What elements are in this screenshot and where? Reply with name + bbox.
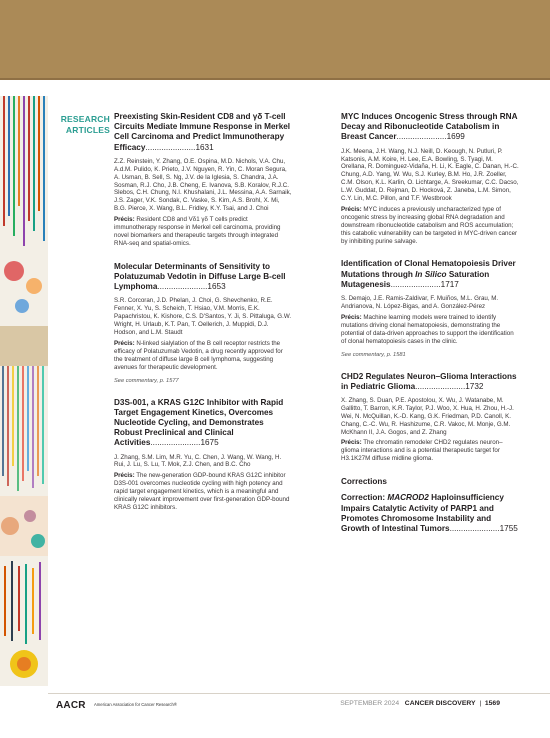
left-column [114,112,292,526]
entry-page-number: 1732 [465,381,484,391]
section-label-research-articles [52,114,110,136]
precis-text: Machine learning models were trained to identify mutations driving clonal hematopoiesis, demonstrating the potential of data-driven approaches to support the identification of clonal hematopoiesis cases in the clinic. [341,313,514,345]
entry-precis [341,439,519,463]
toc-entry[interactable] [114,112,292,248]
section-label-line-1: RESEARCH [60,114,110,124]
precis-label: Précis: [114,216,135,224]
entry-page-number: 1631 [195,142,214,152]
entry-title-text: Molecular Determinants of Sensitivity to Polatuzumab Vedotin in Diffuse Large B-cell Lymphoma [114,261,286,292]
precis-label: Précis: [341,439,362,447]
precis-text: MYC induces a previously uncharacterized type of oncogenic stress by increasing global RNA degradation and downstream ribonucleotide catabolism and ROS accumulation; this catabolic vulnerability can be targeted in MYC-driven cancer by inhibiting purine salvage. [341,205,518,245]
footer-page-number: 1569 [484,700,500,707]
entry-authors: S.R. Corcoran, J.D. Phelan, J. Choi, G. Shevchenko, R.E. Fenner, X. Yu, S. Scheich, T. Hsiao, V.M. Morris, E.K. Papachristou, K. Kishore, C.S. D'Santos, Y. Ji, S. Pittaluga, G.W. Wright, H. Urlaub, K.T. Pan, T. Oellerich, J. Muppidi, D.J. Hodson, and L.M. Staudt [114,297,292,337]
precis-label: Précis: [114,472,135,480]
entry-leader: ...................... [145,142,196,152]
correction-title-italic: MACROD2 [387,493,429,503]
commentary-link[interactable]: See commentary, p. 1577 [114,377,179,384]
entry-precis [341,314,519,346]
footer-month: SEPTEMBER 2024 [340,700,400,707]
right-column [341,112,519,548]
entry-title-text: Preexisting Skin-Resident CD8 and γδ T-cell Circuits Mediate Immune Response in Merkel Cell Carcinoma and Predict Immunotherapy Efficacy [114,112,291,152]
entry-title-text-end: Saturation Mutagenesis [341,269,490,289]
entry-leader: ...................... [390,279,441,289]
entry-page-number: 1653 [207,282,226,292]
precis-text: N-linked sialylation of the B cell receptor restricts the efficacy of Polatuzumab Vedotin, a drug recently approved for the treatment of diffuse large B cell lymphoma, suggesting avenues for therapeutic development. [114,339,283,371]
entry-page-number: 1755 [499,524,518,533]
correction-title-prefix: Correction: [341,493,388,503]
commentary-link[interactable]: See commentary, p. 1581 [341,351,406,358]
footer-journal: CANCER DISCOVERY [404,700,476,707]
entry-leader: ...................... [157,282,208,292]
entry-precis [114,216,292,248]
entry-authors: J.K. Meena, J.H. Wang, N.J. Neill, D. Keough, N. Putluri, P. Katsonis, A.M. Koire, H. Lee, E.A. Bowling, S. Tyagi, M. Orellana, R. Dominguez-Vidaña, H. Li, K. Eagle, C. Danan, H.-C. Chung, A.D. Yang, W. Wu, S.J. Kurley, B.M. Ho, J.R. Zoeller, C.M. Olson, K.L. Karlin, O. Lichtarge, A. Sreekumar, C.C. Dacso, L.W. Guddat, D. Rejman, D. Hocková, Z. Janeba, L.M. Simon, C.Y. Lin, M.C. Pillon, and T.F. Westbrook [341,147,519,203]
entry-authors: S. Demajo, J.E. Ramis-Zaldivar, F. Muiños, M.L. Grau, M. Andrianova, N. López-Bigas, and A. González-Pérez [341,295,499,310]
corrections-heading: Corrections [341,477,387,487]
entry-title-italic: In Silico [415,269,447,279]
entry-precis [114,340,292,372]
entry-title[interactable] [341,259,519,290]
aacr-logo: AACR [56,700,86,711]
entry-title-text: D3S-001, a KRAS G12C Inhibitor with Rapid Target Engagement Kinetics, Overcomes Nucleotide Cycling, and Demonstrates Robust Preclinical and Clinical Activities [114,397,284,448]
entry-authors: J. Zhang, S.M. Lim, M.R. Yu, C. Chen, J. Wang, W. Wang, H. Rui, J. Lu, S. Lu, T. Mok, Z.J. Chen, and B.C. Cho [114,453,282,469]
precis-label: Précis: [114,339,135,347]
corrections-section [341,477,519,534]
entry-title[interactable] [341,372,519,392]
precis-text: The chromatin remodeler CHD2 regulates neuron–glioma interactions and is a potential therapeutic target for H3.1K27M diffuse midline glioma. [341,439,503,463]
footer-issue-info [340,700,500,707]
precis-text: Resident CD8 and Vδ1 γδ T cells predict immunotherapy response in Merkel cell carcinoma, providing novel biomarkers and therapeutic targets through integrated RNA-seq and spatial-omics. [114,216,281,247]
footer-separator: | [479,700,482,707]
toc-entry[interactable] [114,262,292,384]
toc-entry[interactable] [114,398,292,512]
top-color-band [0,0,550,78]
precis-label: Précis: [341,205,362,213]
entry-authors: X. Zhang, S. Duan, P.E. Apostolou, X. Wu, J. Watanabe, M. Gallitto, T. Barron, K.R. Taylor, P.J. Woo, X. Hua, H. Zhou, H.-J. Wei, N. McQuillan, K.-D. Kang, G.K. Friedman, P.D. Canoll, K. Chang, C.-C. Wu, R. Hashizume, C.R. Vakoc, M. Monje, G.M. McKhann II, J.A. Gogos, and Z. Zhang [341,396,514,436]
entry-leader: ...................... [150,438,201,448]
entry-title[interactable] [114,398,292,449]
entry-page-number: 1675 [200,438,219,448]
entry-title-text: Identification of Clonal Hematopoiesis Driver Mutations through [341,259,516,279]
entry-leader: ...................... [449,524,500,533]
entry-title[interactable] [341,112,519,143]
precis-text: The new-generation GDP-bound KRAS G12C inhibitor D3S-001 overcomes nucleotide cycling with high potency and rapid target engagement kinetics, which is a meaningful and clinically relevant improvement over first-generation GDP-bound KRAS G12C inhibitors. [114,472,290,511]
toc-entry[interactable] [341,259,519,357]
aacr-logo-subtitle: American Association for Cancer Research® [94,702,177,707]
entry-authors: Z.Z. Reinstein, Y. Zhang, O.E. Ospina, M.D. Nichols, V.A. Chu, A.d.M. Pulido, K. Prieto, J.V. Nguyen, R. Yin, C. Moran Segura, A. Usman, B. Sell, S. Ng, J.V. de la Iglesia, S. Chandra, J.A. Sosman, R.J. Cho, J.B. Cheng, E. Ivanova, S.B. Koralov, R.J.C. Slebos, C.H. Chung, N.I. Khushalani, J.L. Messina, A.A. Sarnaik, J.S. Zager, V.K. Sondak, C. Vaske, S. Kim, A.S. Brohl, X. Mi, B.G. Pierce, X. Wang, B.L. Fridley, K.Y. Tsai, and J. Choi [114,157,292,213]
cover-art-illustration [0,96,48,686]
entry-page-number: 1699 [446,132,465,142]
section-label-line-2: ARTICLES [65,125,110,135]
entry-leader: ...................... [415,381,466,391]
correction-entry-title[interactable] [341,493,519,534]
entry-precis [114,472,292,512]
entry-title[interactable] [114,112,292,153]
decorative-art-strip [0,96,48,686]
entry-title-text: CHD2 Regulates Neuron–Glioma Interactions in Pediatric Glioma [341,371,517,391]
entry-precis [341,206,519,246]
entry-title[interactable] [114,262,292,293]
entry-title-text: MYC Induces Oncogenic Stress through RNA Decay and Ribonucleotide Catabolism in Breast Cancer [341,112,518,142]
correction-title-rest: Haploinsufficiency Impairs Catalytic Activity of PARP1 and Promotes Chromosome Instability and Growth of Intestinal Tumors [341,493,504,533]
entry-page-number: 1717 [440,279,459,289]
top-band-edge [0,78,550,80]
entry-leader: ...................... [396,132,447,142]
toc-entry[interactable] [341,112,519,245]
footer-divider [48,693,550,694]
precis-label: Précis: [341,313,362,321]
toc-entry[interactable] [341,372,519,464]
